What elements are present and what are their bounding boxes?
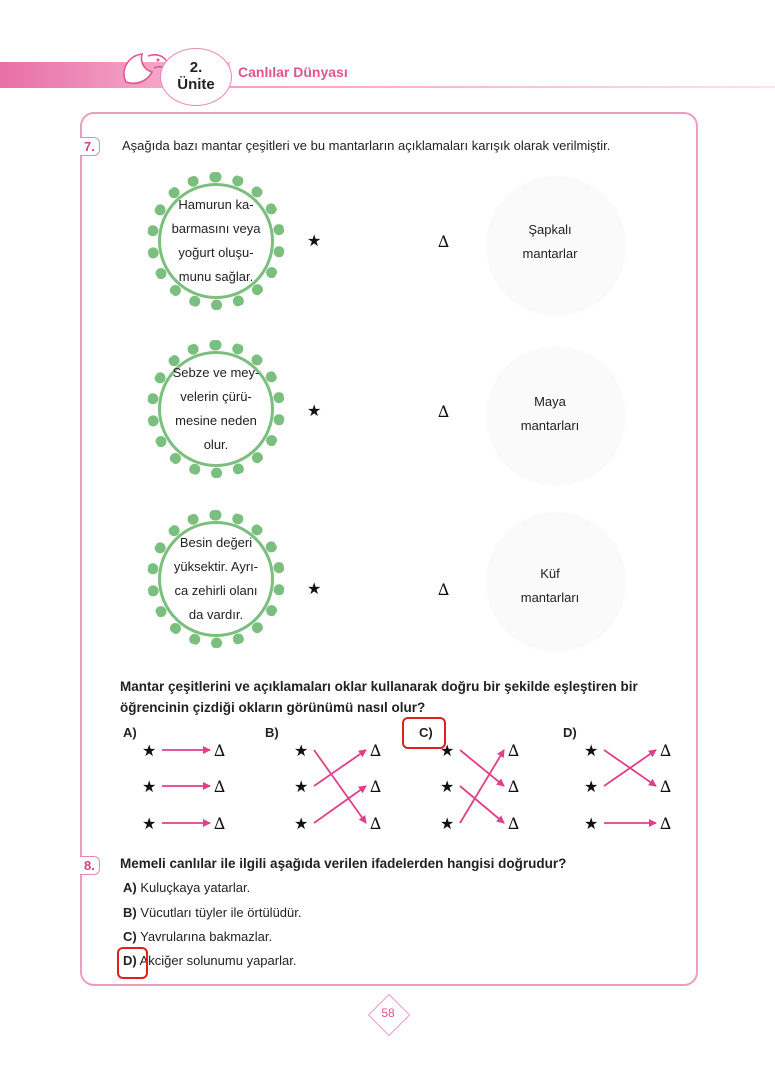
answer-d[interactable] (123, 953, 296, 968)
option-c-triangle-2: ∆ (508, 777, 520, 796)
selected-answer-mark (117, 947, 148, 979)
option-c-triangle-3: ∆ (508, 814, 520, 833)
mushroom-type-3-line-1: Küf (540, 566, 560, 581)
option-b-star-3: ★ (294, 816, 309, 833)
answer-b[interactable] (123, 905, 301, 920)
triangle-marker: ∆ (438, 580, 450, 599)
option-c-star-1: ★ (440, 743, 455, 760)
answer-c-letter: C) (123, 929, 137, 944)
star-marker: ★ (307, 581, 322, 598)
description-2-line-3: mesine neden (175, 413, 257, 428)
question-7-stem-line-1: Mantar çeşitlerini ve açıklamaları oklar kullanarak doğru bir şekilde eşleştiren bir (120, 679, 638, 694)
mushroom-type-3-line-2: mantarları (520, 590, 580, 605)
question-7-stem-line-2: öğrencinin çizdiği okların görünümü nasıl olur? (120, 700, 426, 715)
option-d-label[interactable]: D) (563, 725, 577, 740)
star-marker: ★ (307, 403, 322, 420)
description-3-line-4: da vardır. (188, 607, 244, 622)
option-b-triangle-2: ∆ (370, 777, 382, 796)
option-c-arrow-2 (460, 786, 504, 823)
option-d-triangle-1: ∆ (660, 741, 672, 760)
option-a-star-1: ★ (142, 743, 157, 760)
question-7-prompt: Aşağıda bazı mantar çeşitleri ve bu mantarların açıklamaları karışık olarak verilmiştir. (122, 138, 611, 153)
answer-d-letter: D) (123, 953, 137, 968)
answer-a-letter: A) (123, 880, 137, 895)
option-a-triangle-1: ∆ (214, 741, 226, 760)
option-b-arrow-3 (314, 786, 366, 823)
page-number: 58 (381, 1006, 395, 1020)
option-b-triangle-1: ∆ (370, 741, 382, 760)
option-c-arrow-1 (460, 750, 504, 786)
description-1-line-3: yoğurt oluşu- (178, 245, 254, 260)
answer-b-letter: B) (123, 905, 137, 920)
option-a-triangle-2: ∆ (214, 777, 226, 796)
option-c-label[interactable]: C) (419, 725, 433, 740)
option-c-arrow-3 (460, 750, 504, 823)
option-c-star-3: ★ (440, 816, 455, 833)
description-3-line-1: Besin değeri (179, 535, 253, 550)
option-b-label[interactable]: B) (265, 725, 279, 740)
description-2-line-4: olur. (203, 437, 229, 452)
description-1-line-2: barmasını veya (171, 221, 261, 236)
answer-c-text: Yavrularına bakmazlar. (140, 929, 273, 944)
triangle-marker: ∆ (438, 232, 450, 251)
option-c-triangle-1: ∆ (508, 741, 520, 760)
question-8-number: 8. (80, 856, 100, 875)
description-3-line-2: yüksektir. Ayrı- (173, 559, 259, 574)
description-1-line-1: Hamurun ka- (178, 197, 254, 212)
description-3-line-3: ca zehirli olanı (174, 583, 258, 598)
option-d-triangle-2: ∆ (660, 777, 672, 796)
description-1-line-4: munu sağlar. (178, 269, 254, 284)
mushroom-type-2-line-1: Maya (534, 394, 566, 409)
option-a-star-3: ★ (142, 816, 157, 833)
option-a-triangle-3: ∆ (214, 814, 226, 833)
answer-c[interactable] (123, 929, 272, 944)
option-a-star-2: ★ (142, 779, 157, 796)
description-2-line-2: velerin çürü- (180, 389, 252, 404)
triangle-marker: ∆ (438, 402, 450, 421)
answer-a[interactable] (123, 880, 250, 895)
answer-d-text: Akciğer solunumu yaparlar. (139, 953, 297, 968)
option-c-star-2: ★ (440, 779, 455, 796)
option-b-triangle-3: ∆ (370, 814, 382, 833)
option-d-star-2: ★ (584, 779, 599, 796)
question-8-prompt: Memeli canlılar ile ilgili aşağıda verilen ifadelerden hangisi doğrudur? (120, 856, 567, 871)
unit-title: Canlılar Dünyası (238, 64, 348, 80)
description-2-line-1: Sebze ve mey- (172, 365, 260, 380)
option-d-triangle-3: ∆ (660, 814, 672, 833)
answer-a-text: Kuluçkaya yatarlar. (140, 880, 251, 895)
unit-word: Ünite (177, 76, 215, 93)
answer-b-text: Vücutları tüyler ile örtülüdür. (140, 905, 302, 920)
mushroom-type-2-line-2: mantarları (520, 418, 580, 433)
option-b-star-1: ★ (294, 743, 309, 760)
option-b-arrow-1 (314, 750, 366, 823)
mushroom-type-1-line-1: Şapkalı (528, 222, 572, 237)
unit-number: 2. (189, 59, 203, 76)
option-a-label[interactable]: A) (123, 725, 137, 740)
option-b-arrow-2 (314, 750, 366, 786)
option-b-star-2: ★ (294, 779, 309, 796)
page-number-badge (368, 994, 408, 1034)
question-7-number: 7. (80, 137, 100, 156)
option-d-star-1: ★ (584, 743, 599, 760)
star-marker: ★ (307, 233, 322, 250)
option-d-star-3: ★ (584, 816, 599, 833)
mushroom-type-1-line-2: mantarlar (522, 246, 578, 261)
